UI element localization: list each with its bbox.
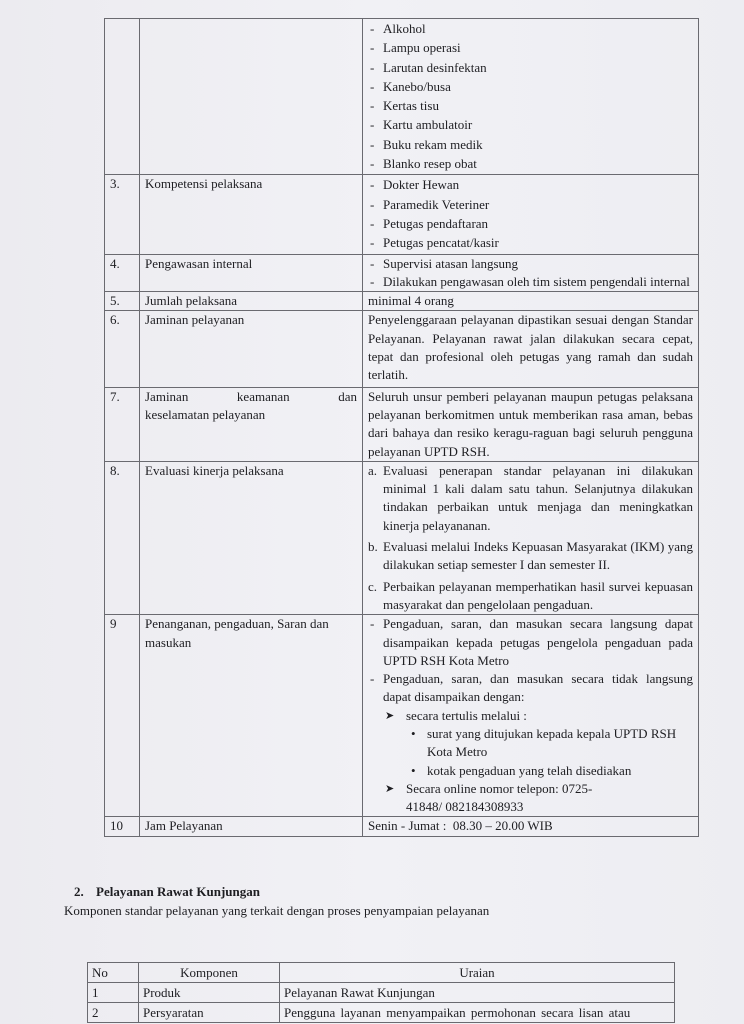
list-text: Perbaikan pelayanan memperhatikan hasil survei kepuasan masyarakat dan pengelolaan pengaduan. xyxy=(383,578,693,612)
competency-list xyxy=(368,176,693,252)
standard-table-1 xyxy=(104,18,699,837)
component-cell: Produk xyxy=(139,983,280,1003)
component-cell: Evaluasi kinerja pelaksana xyxy=(140,461,363,614)
column-header: No xyxy=(88,963,139,983)
list-item: - Alkohol xyxy=(368,20,693,38)
bullet-icon: • xyxy=(411,762,416,778)
row-number: 2 xyxy=(88,1003,139,1023)
table-row xyxy=(88,983,675,1003)
list-item: - Buku rekam medik xyxy=(368,136,693,154)
evaluation-list xyxy=(368,462,693,614)
arrow-bullet-icon: ➤ xyxy=(385,709,395,722)
list-item xyxy=(368,462,693,535)
list-marker: c. xyxy=(368,578,378,594)
section-title: Pelayanan Rawat Kunjungan xyxy=(96,884,260,899)
standard-table-2 xyxy=(87,962,675,1023)
component-cell xyxy=(140,19,363,175)
description-cell: Pelayanan Rawat Kunjungan xyxy=(280,983,675,1003)
table-row xyxy=(105,817,699,836)
description-cell: Senin - Jumat : 08.30 – 20.00 WIB xyxy=(363,817,699,836)
list-item: - Lampu operasi xyxy=(368,39,693,57)
list-item: - Blanko resep obat xyxy=(368,155,693,173)
row-number: 6. xyxy=(105,311,140,387)
component-cell: Jumlah pelaksana xyxy=(140,292,363,311)
table-row xyxy=(105,292,699,311)
table-row xyxy=(105,254,699,292)
row-number xyxy=(105,19,140,175)
list-item: - Kanebo/busa xyxy=(368,78,693,96)
list-text: Evaluasi melalui Indeks Kepuasan Masyarakat (IKM) yang dilakukan setiap semester I dan semester II. xyxy=(383,539,693,573)
word: Jaminan xyxy=(145,388,189,404)
row-number: 10 xyxy=(105,817,140,836)
table-row xyxy=(88,1003,675,1023)
description-cell xyxy=(363,615,699,817)
component-cell: Jaminan pelayanan xyxy=(140,311,363,387)
description-cell: Seluruh unsur pemberi pelayanan maupun petugas pelaksana pelayanan berkomitmen untuk memberikan rasa aman, bebas dari bahaya dan resiko keragu-raguan bagi seluruh pengguna pelayanan UPTD RSH. xyxy=(363,387,699,461)
word: keamanan xyxy=(236,388,290,404)
list-item: - Pengaduan, saran, dan masukan secara langsung dapat disampaikan kepada petugas pengelola pengaduan pada UPTD RSH Kota Metro xyxy=(368,615,693,670)
description-cell xyxy=(363,254,699,292)
column-header: Komponen xyxy=(139,963,280,983)
sub-item xyxy=(368,707,693,725)
list-item xyxy=(368,538,693,575)
table-row xyxy=(105,615,699,817)
description-cell: minimal 4 orang xyxy=(363,292,699,311)
section-description: Komponen standar pelayanan yang terkait dengan proses penyampaian pelayanan xyxy=(64,903,490,918)
sub-item-text: secara tertulis melalui : xyxy=(406,707,527,723)
component-cell: Persyaratan xyxy=(139,1003,280,1023)
table-row xyxy=(105,311,699,387)
list-item: - Larutan desinfektan xyxy=(368,59,693,77)
list-marker: b. xyxy=(368,539,378,555)
bullet-text: surat yang ditujukan kepada kepala UPTD RSH Kota Metro xyxy=(427,725,677,760)
row-number: 4. xyxy=(105,254,140,292)
list-item: - Paramedik Veteriner xyxy=(368,196,693,214)
description-cell xyxy=(363,461,699,614)
list-item: - Kertas tisu xyxy=(368,97,693,115)
row-number: 5. xyxy=(105,292,140,311)
sub-item xyxy=(368,780,693,817)
component-line xyxy=(145,388,357,406)
list-item: - Petugas pendaftaran xyxy=(368,215,693,233)
row-number: 7. xyxy=(105,387,140,461)
row-number: 8. xyxy=(105,461,140,614)
description-cell xyxy=(363,175,699,254)
section-number: 2. xyxy=(74,884,84,899)
row-number: 3. xyxy=(105,175,140,254)
component-line: keselamatan pelayanan xyxy=(145,406,266,422)
component-cell: Kompetensi pelaksana xyxy=(140,175,363,254)
equipment-list xyxy=(368,20,693,173)
component-cell: Jam Pelayanan xyxy=(140,817,363,836)
table-row xyxy=(105,19,699,175)
table-header-row xyxy=(88,963,675,983)
list-item: - Petugas pencatat/kasir xyxy=(368,234,693,252)
description-cell: Penyelenggaraan pelayanan dipastikan sesuai dengan Standar Pelayanan. Pelayanan rawat jalan dilakukan secara cepat, tepat dan profesional oleh petugas yang ramah dan sudah terlatih. xyxy=(363,311,699,387)
list-item: - Kartu ambulatoir xyxy=(368,116,693,134)
list-item xyxy=(368,578,693,615)
component-cell: Penanganan, pengaduan, Saran dan masukan xyxy=(140,615,363,817)
component-cell xyxy=(140,387,363,461)
bullet-item xyxy=(368,725,693,762)
list-text: Evaluasi penerapan standar pelayanan ini dilakukan minimal 1 kali dalam satu tahun. Selanjutnya dilakukan tindakan perbaikan untuk menjaga dan meningkatkan kinerja pelayananan. xyxy=(383,462,693,533)
bullet-text: kotak pengaduan yang telah disediakan xyxy=(427,762,632,778)
sub-item-text: Secara online nomor telepon: 0725-41848/ 082184308933 xyxy=(406,780,593,815)
word: dan xyxy=(338,388,357,404)
row-number: 9 xyxy=(105,615,140,817)
supervision-list xyxy=(368,255,693,292)
table-row xyxy=(105,175,699,254)
table-row xyxy=(105,387,699,461)
bullet-item xyxy=(368,762,693,780)
complaint-list xyxy=(368,615,693,706)
bullet-icon: • xyxy=(411,725,416,741)
list-marker: a. xyxy=(368,462,378,478)
description-cell xyxy=(363,19,699,175)
list-item: - Pengaduan, saran, dan masukan secara tidak langsung dapat disampaikan dengan: xyxy=(368,670,693,707)
list-item: - Dokter Hewan xyxy=(368,176,693,194)
row-number: 1 xyxy=(88,983,139,1003)
section-heading xyxy=(74,884,260,900)
component-cell: Pengawasan internal xyxy=(140,254,363,292)
description-cell: Pengguna layanan menyampaikan permohonan secara lisan atau xyxy=(280,1003,675,1023)
arrow-bullet-icon: ➤ xyxy=(385,782,395,795)
list-item: - Supervisi atasan langsung xyxy=(368,255,693,273)
column-header: Uraian xyxy=(280,963,675,983)
list-item: - Dilakukan pengawasan oleh tim sistem pengendali internal xyxy=(368,273,693,291)
table-row xyxy=(105,461,699,614)
